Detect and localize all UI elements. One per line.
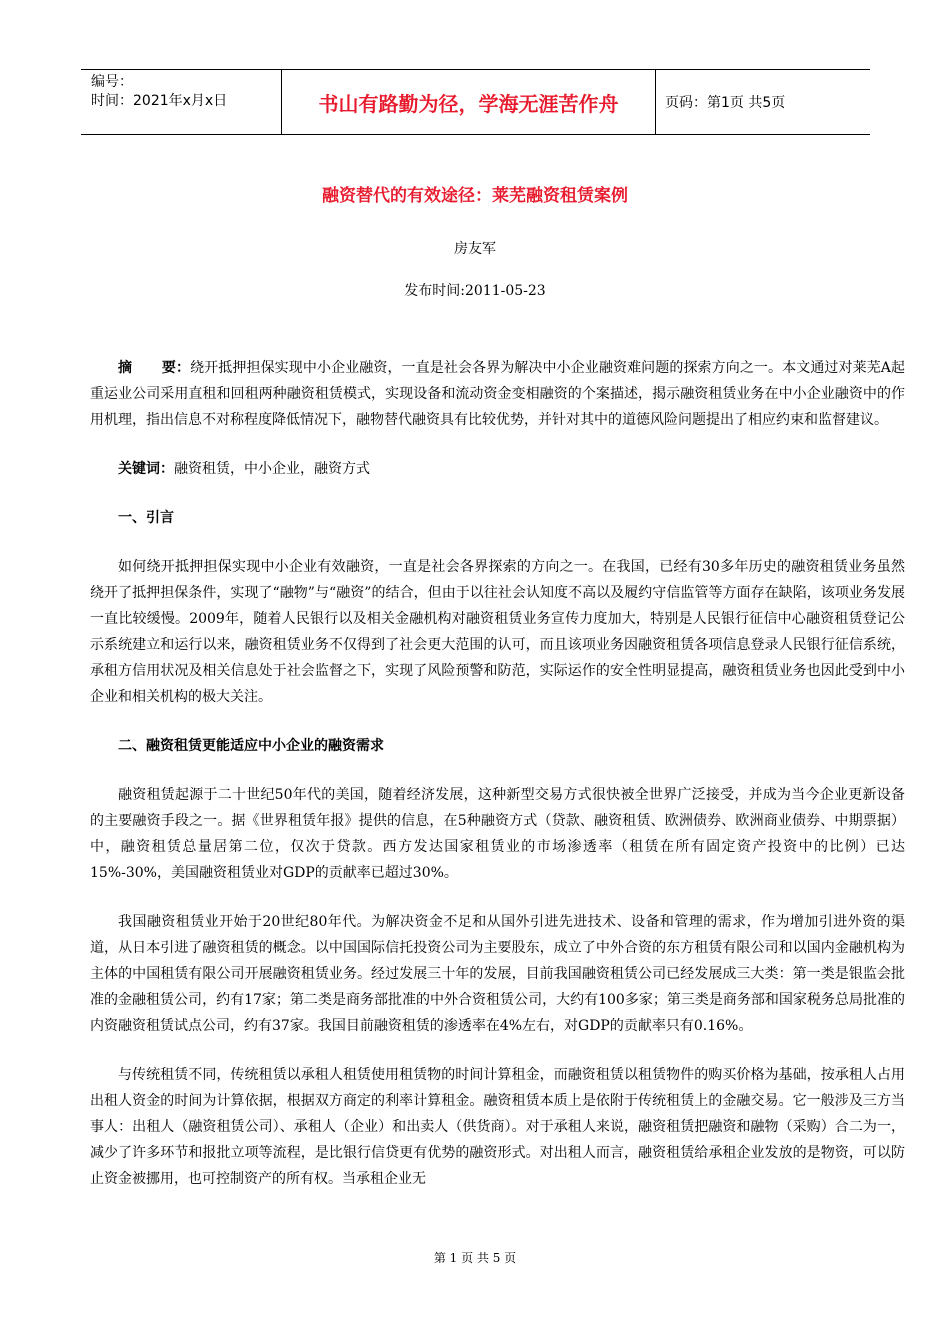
time-label: 时间：2021年x月x日	[91, 93, 228, 109]
abstract-text: 绕开抵押担保实现中小企业融资，一直是社会各界为解决中小企业融资难问题的探索方向之一。本文通过对莱芜A起重运业公司采用直租和回租两种融资租赁模式，实现设备和流动资金变相融资的个案描述，揭示融资租赁业务在中小企业融资中的作用机理，指出信息不对称程度降低情况下，融物替代融资具有比较优势，并针对其中的道德风险问题提出了相应约束和监督建议。	[90, 360, 905, 428]
keywords-label: 关键词：	[118, 461, 174, 477]
page-info: 页码：第1页 共5页	[665, 95, 786, 111]
section-2-paragraph-3: 与传统租赁不同，传统租赁以承租人租赁使用租赁物的时间计算租金，而融资租赁以租赁物件的购买价格为基础，按承租人占用出租人资金的时间为计算依据，根据双方商定的利率计算租金。融资租赁本质上是依附于传统租赁上的金融交易。它一般涉及三方当事人：出租人（融资租赁公司）、承租人（企业）和出卖人（供货商）。对于承租人来说，融资租赁把融资和融物（采购）合二为一，减少了许多环节和报批立项等流程，是比银行信贷更有优势的融资形式。对出租人而言，融资租赁给承租企业发放的是物资，可以防止资金被挪用，也可控制资产的所有权。当承租企业无	[90, 1067, 905, 1187]
publish-time: 发布时间:2011-05-23	[404, 283, 546, 299]
abstract-label: 摘 要：	[118, 360, 191, 376]
keywords-text: 融资租赁，中小企业，融资方式	[174, 461, 370, 477]
abstract-paragraph	[90, 355, 905, 433]
section-heading-2: 二、融资租赁更能适应中小企业的融资需求	[118, 738, 384, 754]
article-author: 房友军	[454, 241, 496, 257]
section-1-paragraph-1: 如何绕开抵押担保实现中小企业有效融资，一直是社会各界探索的方向之一。在我国，已经有30多年历史的融资租赁业务虽然绕开了抵押担保条件，实现了“融物”与“融资”的结合，但由于以往社会认知度不高以及履约守信监管等方面存在缺陷，该项业务发展一直比较缓慢。2009年，随着人民银行以及相关金融机构对融资租赁业务宣传力度加大，特别是人民银行征信中心融资租赁登记公示系统建立和运行以来，融资租赁业务不仅得到了社会更大范围的认可，而且该项业务因融资租赁各项信息登录人民银行征信系统，承租方信用状况及相关信息处于社会监督之下，实现了风险预警和防范，实际运作的安全性明显提高，融资租赁业务也因此受到中小企业和相关机构的极大关注。	[90, 559, 905, 705]
keywords-paragraph	[90, 456, 905, 482]
section-2-paragraph-2: 我国融资租赁业开始于20世纪80年代。为解决资金不足和从国外引进先进技术、设备和管理的需求，作为增加引进外资的渠道，从日本引进了融资租赁的概念。以中国国际信托投资公司为主要股东，成立了中外合资的东方租赁有限公司和以国内金融机构为主体的中国租赁有限公司开展融资租赁业务。经过发展三十年的发展，目前我国融资租赁公司已经发展成三大类：第一类是银监会批准的金融租赁公司，约有17家；第二类是商务部批准的中外合资租赁公司，大约有100多家；第三类是商务部和国家税务总局批准的内资融资租赁试点公司，约有37家。我国目前融资租赁的渗透率在4%左右，对GDP的贡献率只有0.16%。	[90, 914, 905, 1034]
number-label: 编号：	[91, 74, 133, 90]
header-left-cell	[81, 70, 281, 134]
section-2-paragraph-1: 融资租赁起源于二十世纪50年代的美国，随着经济发展，这种新型交易方式很快被全世界广泛接受，并成为当今企业更新设备的主要融资手段之一。据《世界租赁年报》提供的信息，在5种融资方式（贷款、融资租赁、欧洲债券、欧洲商业债券、中期票据）中，融资租赁总量居第二位，仅次于贷款。西方发达国家租赁业的市场渗透率（租赁在所有固定资产投资中的比例）已达15%-30%，美国融资租赁业对GDP的贡献率已超过30%。	[90, 787, 905, 881]
article-body	[90, 355, 905, 1215]
page-header	[81, 69, 870, 135]
header-motto-cell	[281, 70, 656, 134]
motto-text: 书山有路勤为径，学海无涯苦作舟	[318, 91, 619, 116]
page-footer: 第 1 页 共 5 页	[433, 1251, 517, 1265]
article-title: 融资替代的有效途径：莱芜融资租赁案例	[322, 186, 628, 206]
header-page-cell	[656, 70, 870, 134]
section-heading-1: 一、引言	[118, 510, 174, 526]
